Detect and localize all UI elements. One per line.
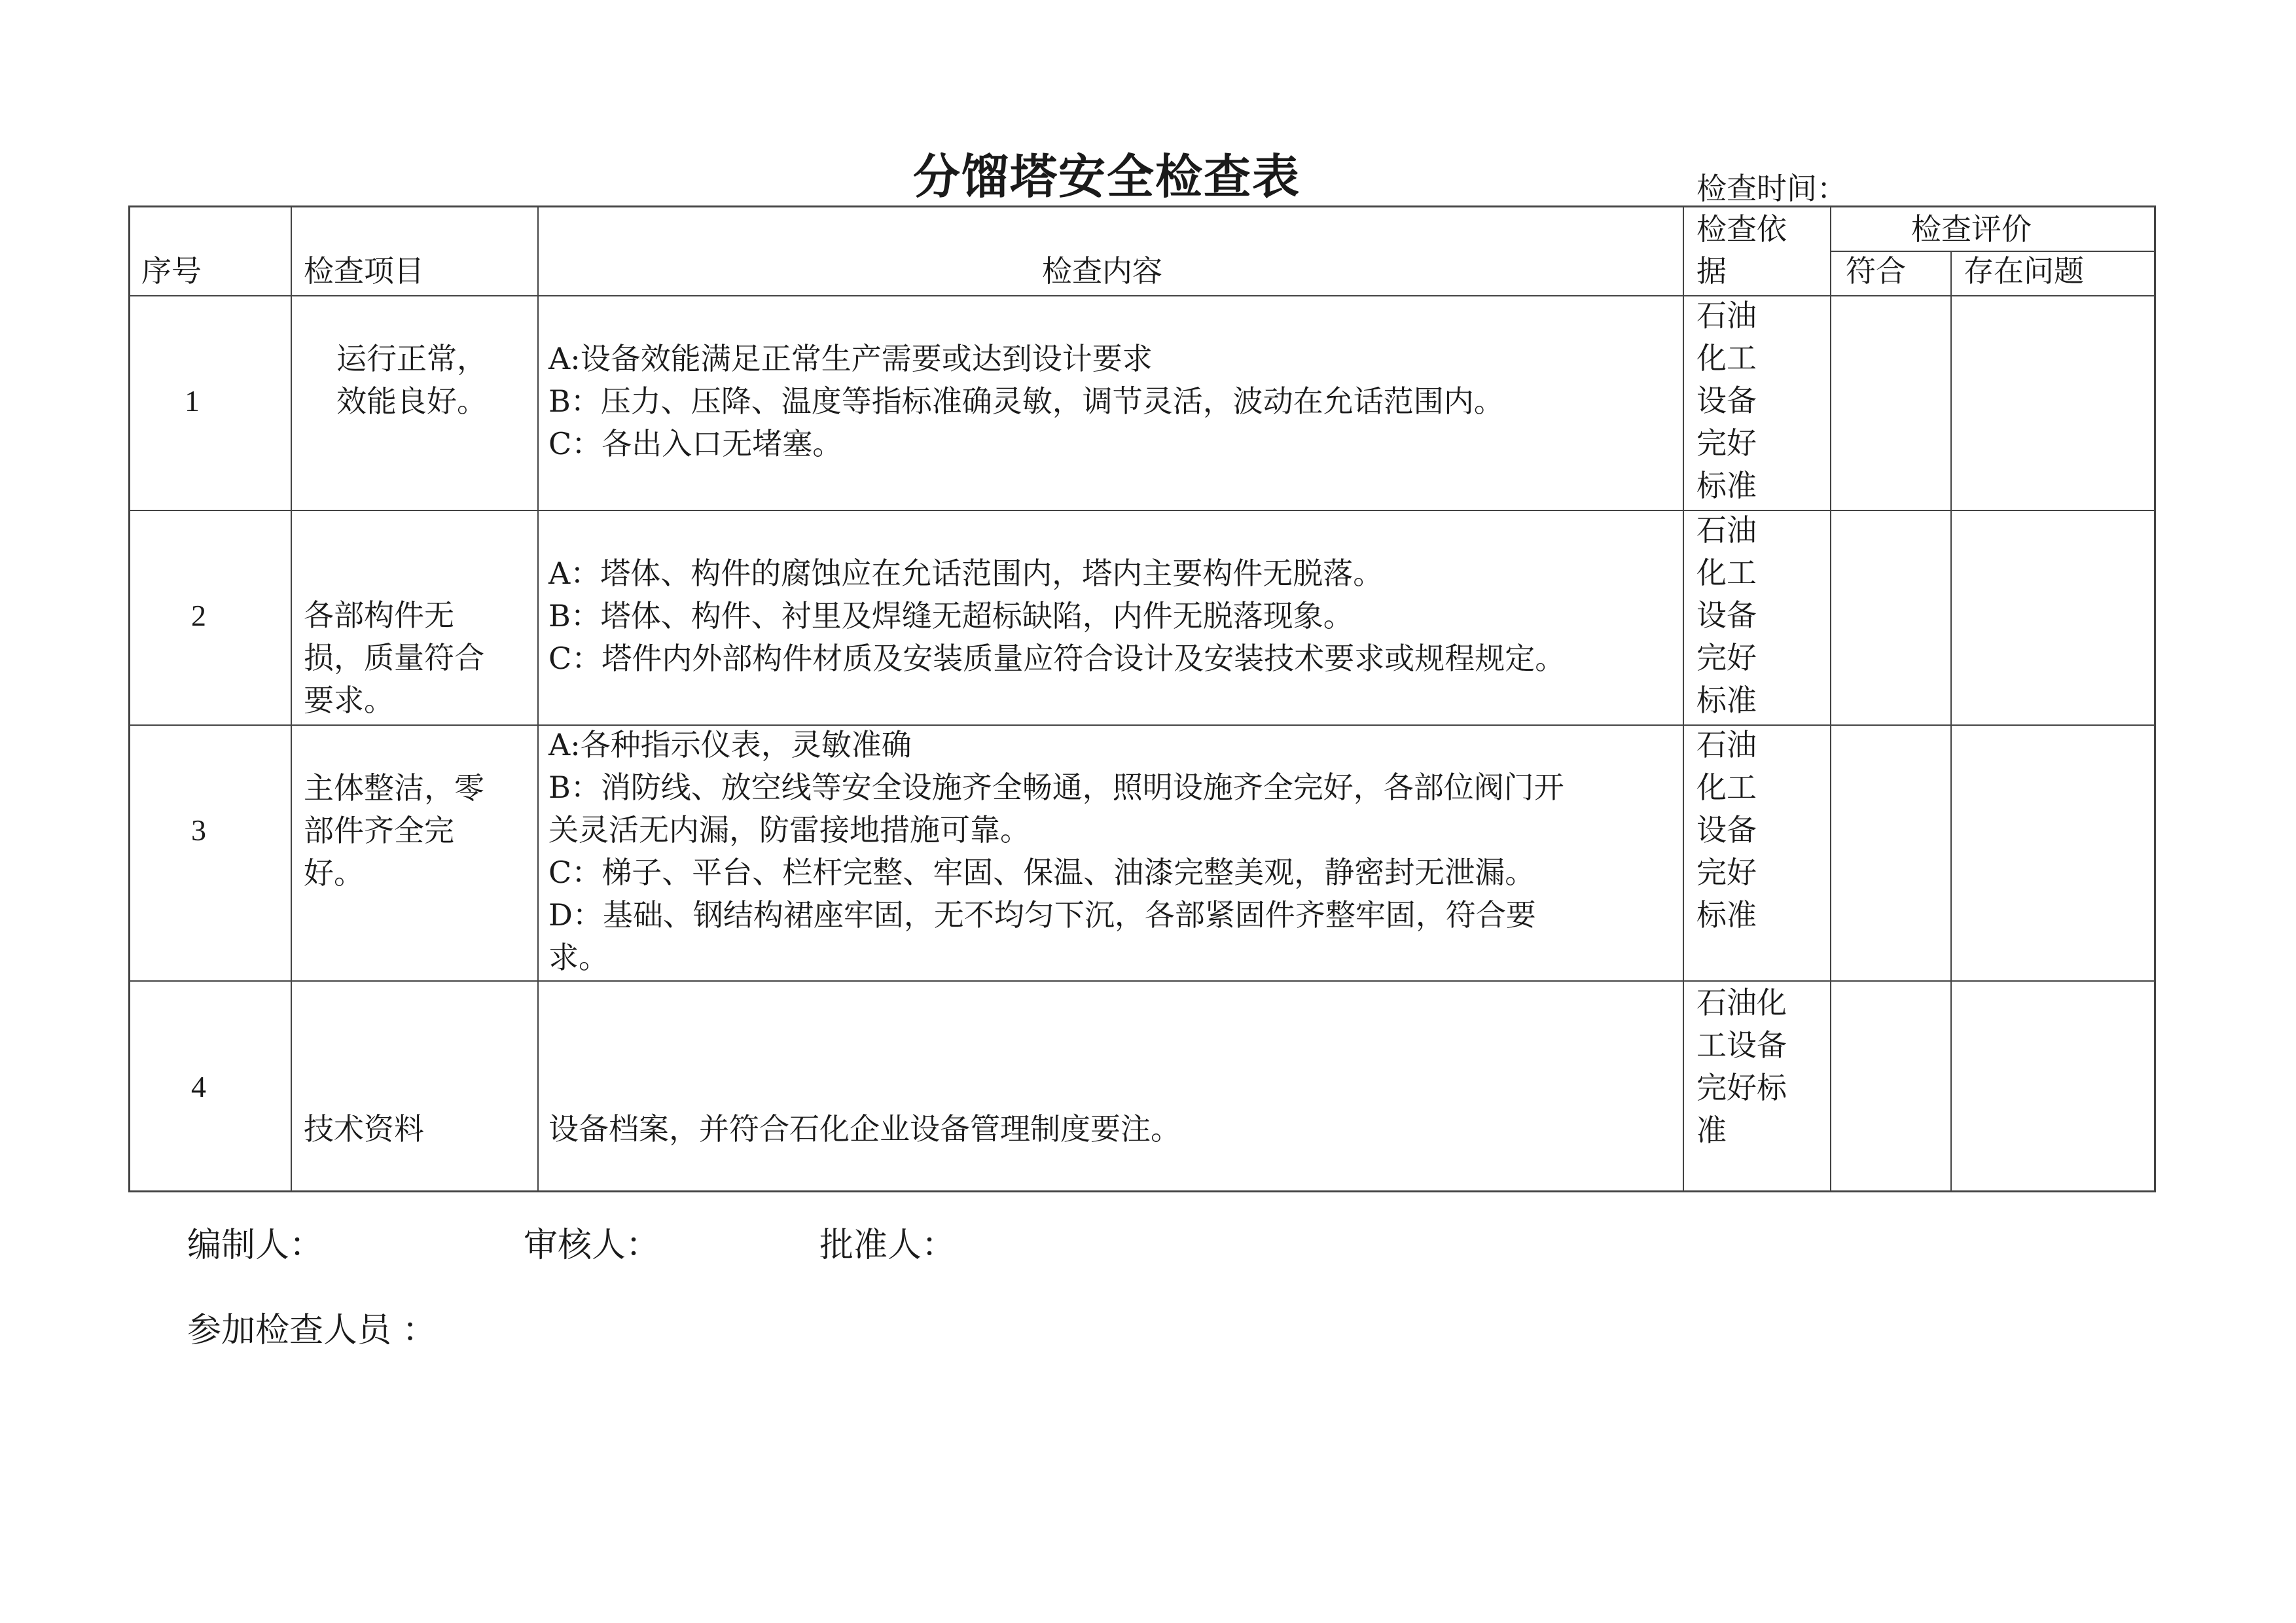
approver-label: 批准人： [819,1226,956,1265]
row-divider [130,295,2156,296]
inspection-time-label: 检查时间： [1696,171,1847,206]
row-3-basis: 石油 化工 设备 完好 标准 [1696,727,1757,933]
row-divider [130,980,2156,982]
row-divider [130,510,2156,511]
row-1-item: 运行正常， 效能良好。 [336,341,487,419]
header-conform: 符合 [1846,253,1906,289]
header-evaluation: 检查评价 [1911,211,2032,247]
header-basis-line2: 据 [1696,253,1727,289]
col-divider [1830,207,1831,1190]
row-1-content: A:设备效能满足正常生产需要或达到设计要求 B：压力、压降、温度等指标准确灵敏，调节灵活，波动在允话范围内。 C：各出入口无堵塞。 [548,341,1504,461]
row-2-seq: 2 [191,599,206,632]
row-2-basis: 石油 化工 设备 完好 标准 [1696,512,1757,718]
row-2-content: A：塔体、构件的腐蚀应在允话范围内，塔内主要构件无脱落。 B：塔体、构件、衬里及焊缝无超标缺陷，内件无脱落现象。 C：塔件内外部构件材质及安装质量应符合设计及安装技术要求或规程规定。 [548,556,1566,676]
row-4-item: 技术资料 [304,1111,424,1147]
row-4-content: 设备档案，并符合石化企业设备管理制度要注。 [548,1111,1181,1147]
header-content: 检查内容 [1042,253,1162,289]
col-divider [1950,251,1952,1190]
row-1-basis: 石油 化工 设备 完好 标准 [1696,298,1757,503]
row-2-item: 各部构件无 损，质量符合 要求。 [304,597,484,718]
row-1-seq: 1 [185,384,200,418]
row-4-seq: 4 [191,1070,206,1103]
row-3-seq: 3 [191,813,206,847]
row-3-item: 主体整洁，零 部件齐全完 好。 [304,770,484,891]
col-divider [1683,207,1684,1190]
editor-label: 编制人： [187,1226,324,1265]
row-3-content: A:各种指示仪表，灵敏准确 B：消防线、放空线等安全设施齐全畅通，照明设施齐全完好，各部位阀门开 关灵活无内漏，防雷接地措施可靠。 C：梯子、平台、栏杆完整、牢固、保温、油漆完整美观，静密封无泄漏。 D：基础、钢结构裙座牢固，无不均匀下沉，各部紧固件齐整牢固，符合要 求。 [548,727,1564,975]
page-title: 分馏塔安全检查表 [913,149,1301,204]
header-basis-line1: 检查依 [1696,211,1787,247]
header-issues: 存在问题 [1964,253,2084,289]
row-4-basis: 石油化 工设备 完好标 准 [1696,985,1787,1148]
participants-label: 参加检查人员 ： [187,1311,437,1350]
header-item: 检查项目 [304,253,424,289]
col-divider [537,207,539,1190]
col-divider [291,207,292,1190]
reviewer-label: 审核人： [524,1226,660,1265]
header-seq: 序号 [141,253,202,289]
